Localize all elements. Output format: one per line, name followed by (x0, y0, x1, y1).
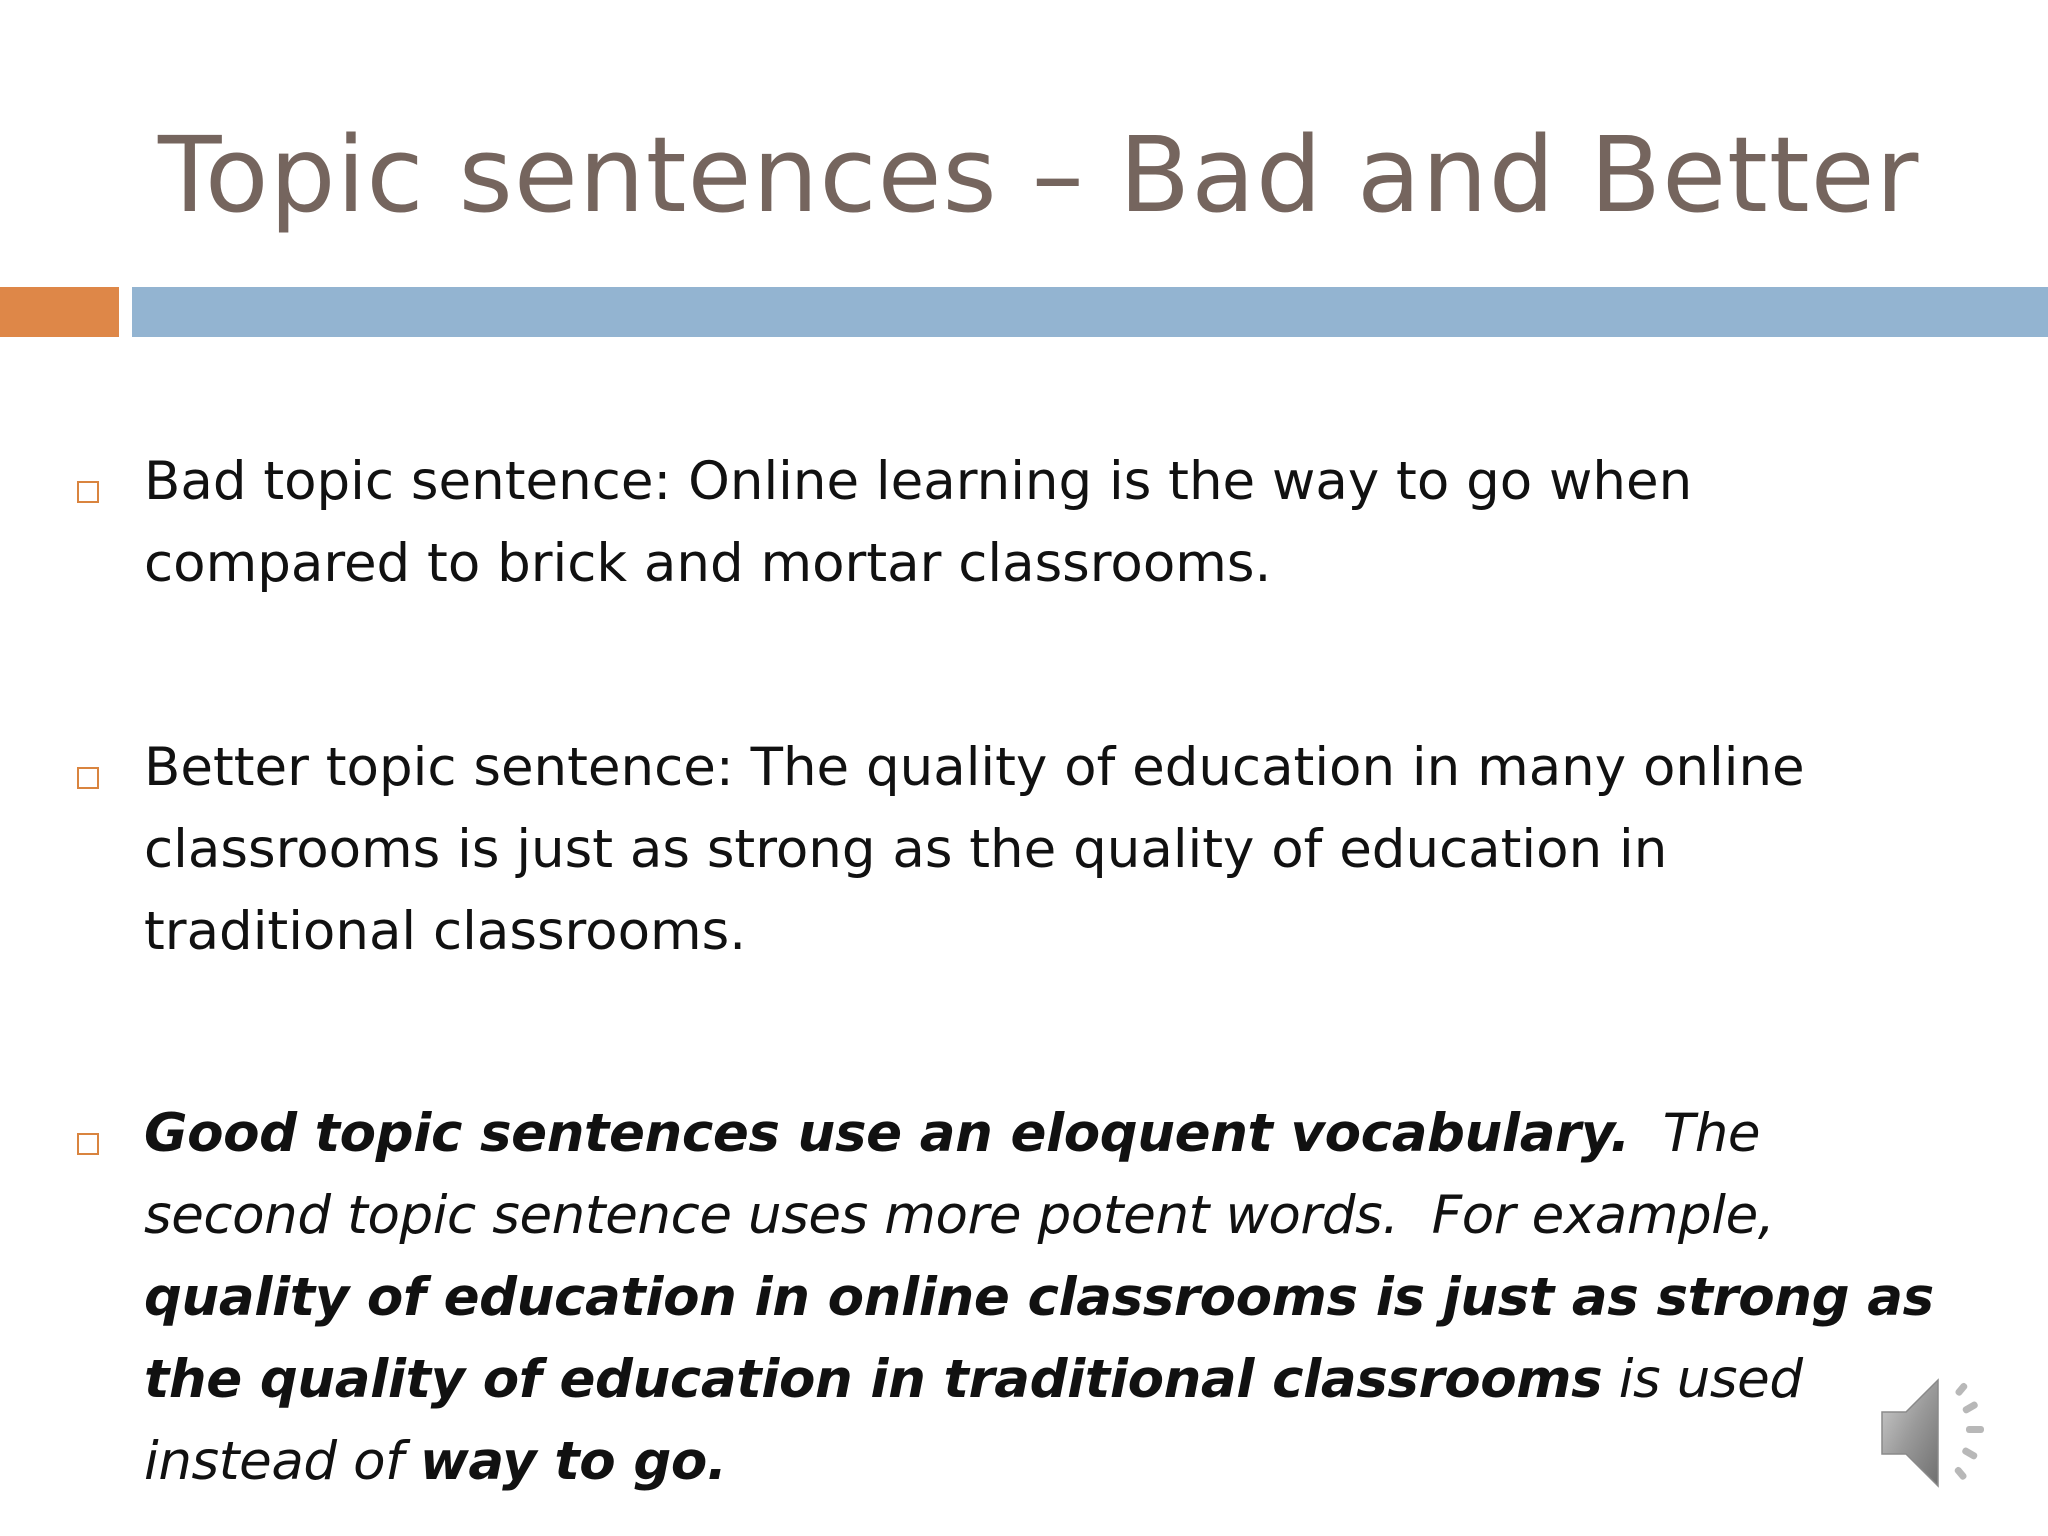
good-bold-phrase: quality of education in online classrooms is just as strong as the quality of education in traditional classrooms (144, 1267, 1934, 1410)
title-accent-orange-bar (0, 287, 119, 337)
bullet-text-better: Better topic sentence: The quality of education in many online classrooms is just as strong as the quality of education in traditional classrooms. (144, 737, 1805, 962)
good-italic-part-1: The second topic sentence uses more potent words. For example, (144, 1103, 1808, 1246)
slide-title: Topic sentences – Bad and Better (158, 114, 1920, 236)
speaker-icon[interactable] (1876, 1368, 2016, 1498)
title-accent-blue-bar (132, 287, 2048, 337)
good-lead-bold: Good topic sentences use an eloquent vocabulary. (144, 1103, 1630, 1164)
good-italic-part-2: is used instead of (144, 1349, 1820, 1492)
square-bullet-icon (77, 767, 99, 789)
square-bullet-icon (77, 1133, 99, 1155)
bullet-text-good (144, 1093, 1944, 1503)
good-bold-end: way to go. (419, 1431, 727, 1492)
square-bullet-icon (77, 481, 99, 503)
bullet-text-bad: Bad topic sentence: Online learning is the way to go when compared to brick and mortar classrooms. (144, 451, 1693, 594)
